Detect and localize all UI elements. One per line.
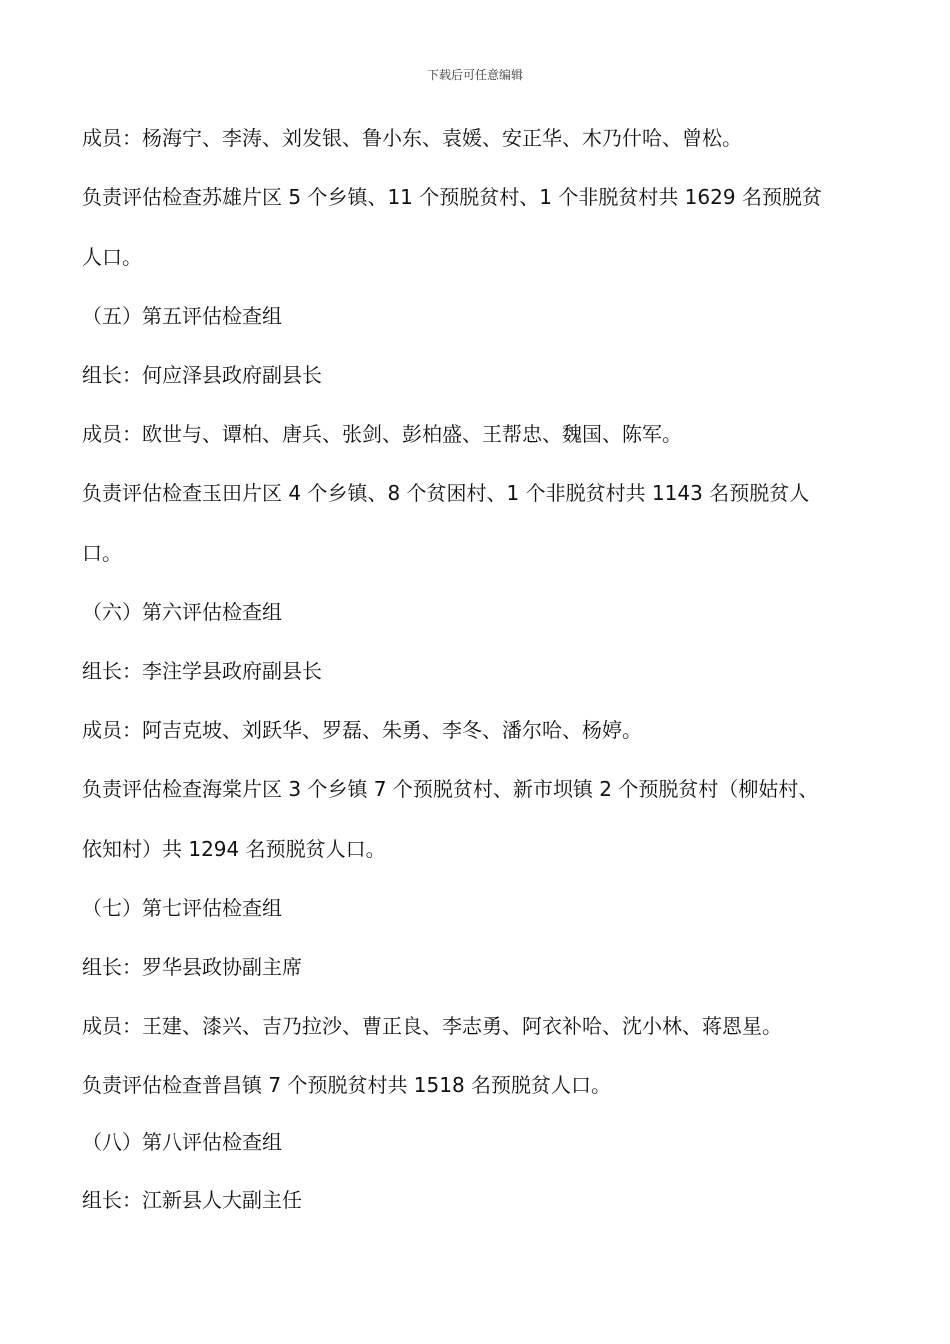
text-line: 成员：欧世与、谭柏、唐兵、张剑、彭柏盛、王帮忠、魏国、陈军。 (82, 422, 682, 446)
section-heading: （八）第八评估检查组 (82, 1130, 282, 1154)
text-line: 负责评估检查玉田片区 4 个乡镇、8 个贫困村、1 个非脱贫村共 1143 名预脱贫人 (82, 481, 810, 505)
text-line: 组长：何应泽县政府副县长 (82, 363, 322, 387)
text-line: 成员：阿吉克坡、刘跃华、罗磊、朱勇、李冬、潘尔哈、杨婷。 (82, 718, 642, 742)
text-line: 负责评估检查海棠片区 3 个乡镇 7 个预脱贫村、新市坝镇 2 个预脱贫村（柳姑村、 (82, 777, 819, 801)
page-header: 下载后可任意编辑 (426, 68, 523, 82)
text-line: 口。 (82, 541, 122, 565)
text-line: 组长：罗华县政协副主席 (82, 955, 302, 979)
section-heading: （五）第五评估检查组 (82, 304, 282, 328)
text-line: 成员：王建、漆兴、吉乃拉沙、曹正良、李志勇、阿衣补哈、沈小林、蒋恩星。 (82, 1014, 782, 1038)
text-line: 依知村）共 1294 名预脱贫人口。 (82, 837, 386, 861)
text-line: 负责评估检查苏雄片区 5 个乡镇、11 个预脱贫村、1 个非脱贫村共 1629 名预脱贫 (82, 185, 822, 209)
section-heading: （六）第六评估检查组 (82, 600, 282, 624)
text-line: 人口。 (82, 245, 142, 269)
text-line: 负责评估检查普昌镇 7 个预脱贫村共 1518 名预脱贫人口。 (82, 1073, 612, 1097)
text-line: 成员：杨海宁、李涛、刘发银、鲁小东、袁媛、安正华、木乃什哈、曾松。 (82, 126, 742, 150)
section-heading: （七）第七评估检查组 (82, 896, 282, 920)
text-line: 组长：李注学县政府副县长 (82, 659, 322, 683)
text-line: 组长：江新县人大副主任 (82, 1188, 302, 1212)
